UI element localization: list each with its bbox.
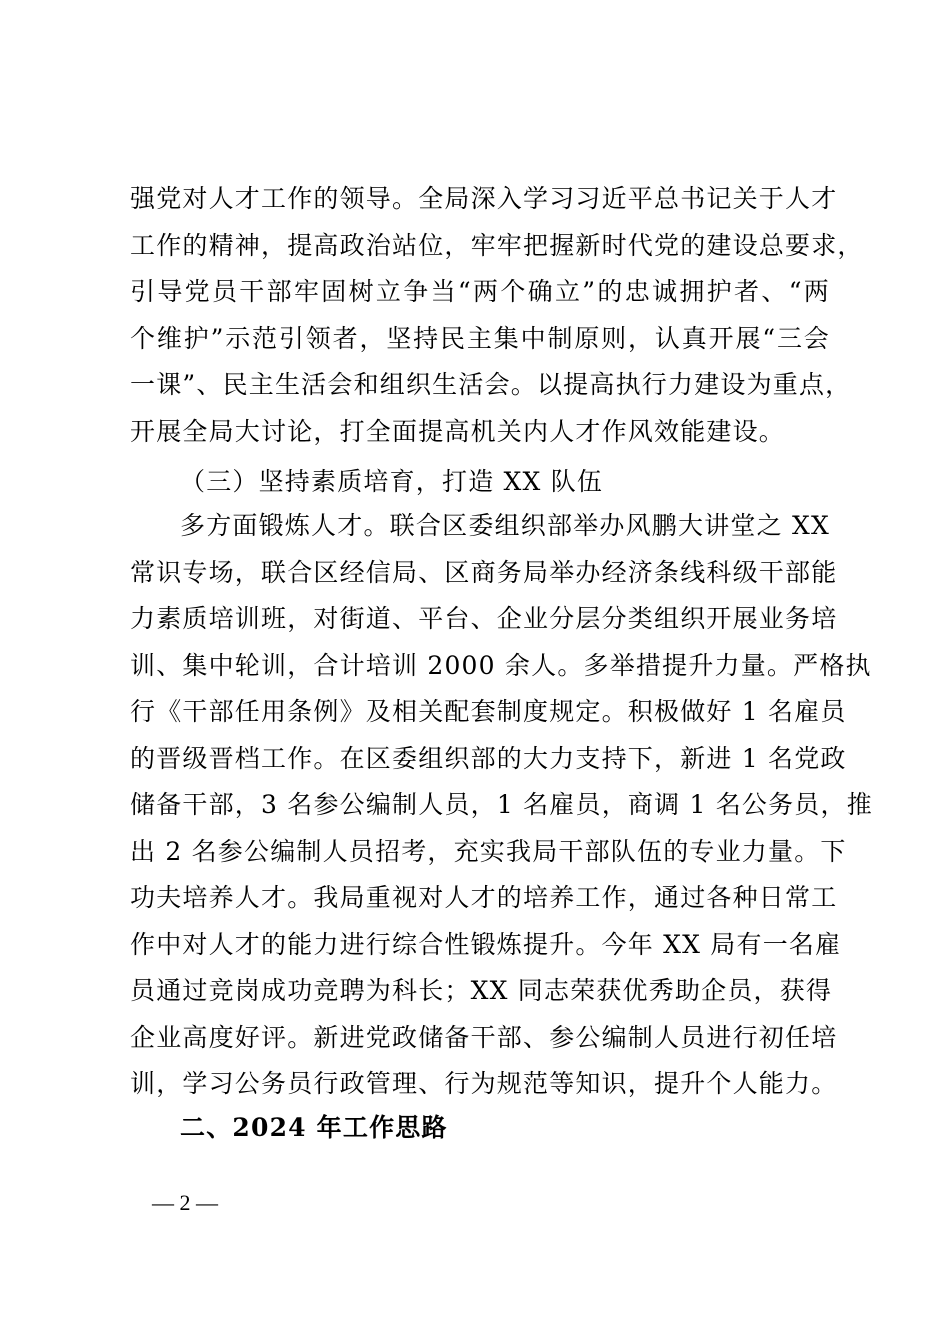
- text-line: 一课”、民主生活会和组织生活会。以提高执行力建设为重点，: [130, 370, 852, 399]
- text-line: 员通过竞岗成功竞聘为科长；XX 同志荣获优秀助企员，获得: [130, 976, 833, 1005]
- text-line: 行《干部任用条例》及相关配套制度规定。积极做好 1 名雇员: [130, 697, 847, 726]
- text-line: 企业高度好评。新进党政储备干部、参公编制人员进行初任培: [130, 1022, 838, 1052]
- text-line: 力素质培训班，对街道、平台、企业分层分类组织开展业务培: [130, 604, 838, 633]
- text-line: 引导党员干部牢固树立争当“两个确立”的忠诚拥护者、“两: [130, 277, 830, 306]
- text-line: 个维护”示范引领者，坚持民主集中制原则，认真开展“三会: [130, 323, 830, 353]
- text-line: 常识专场，联合区经信局、区商务局举办经济条线科级干部能: [130, 557, 838, 587]
- page-number: — 2 —: [152, 1190, 218, 1215]
- paragraph-leadership: [130, 176, 864, 455]
- section-heading-2: 二、2024 年工作思路: [180, 1113, 448, 1142]
- text-line: 训，学习公务员行政管理、行为规范等知识，提升个人能力。: [130, 1069, 838, 1098]
- section-heading-3: （三）坚持素质培育，打造 XX 队伍: [180, 467, 604, 496]
- text-line: 工作的精神，提高政治站位，牢牢把握新时代党的建设总要求，: [130, 230, 864, 260]
- text-line: 训、集中轮训，合计培训 2000 余人。多举措提升力量。严格执: [130, 650, 872, 680]
- text-line: 出 2 名参公编制人员招考，充实我局干部队伍的专业力量。下: [130, 836, 847, 866]
- text-line: 功夫培养人才。我局重视对人才的培养工作，通过各种日常工: [130, 883, 838, 912]
- text-line: 多方面锻炼人才。联合区委组织部举办风鹏大讲堂之 XX: [180, 511, 830, 540]
- text-line: 的晋级晋档工作。在区委组织部的大力支持下，新进 1 名党政: [130, 743, 847, 773]
- text-line: 强党对人才工作的领导。全局深入学习习近平总书记关于人才: [130, 184, 838, 213]
- text-line: 开展全局大讨论，打全面提高机关内人才作风效能建设。: [130, 416, 786, 446]
- text-line: 作中对人才的能力进行综合性锻炼提升。今年 XX 局有一名雇: [130, 929, 842, 959]
- paragraph-training: [130, 503, 873, 1108]
- text-line: 储备干部，3 名参公编制人员，1 名雇员，商调 1 名公务员，推: [130, 790, 873, 819]
